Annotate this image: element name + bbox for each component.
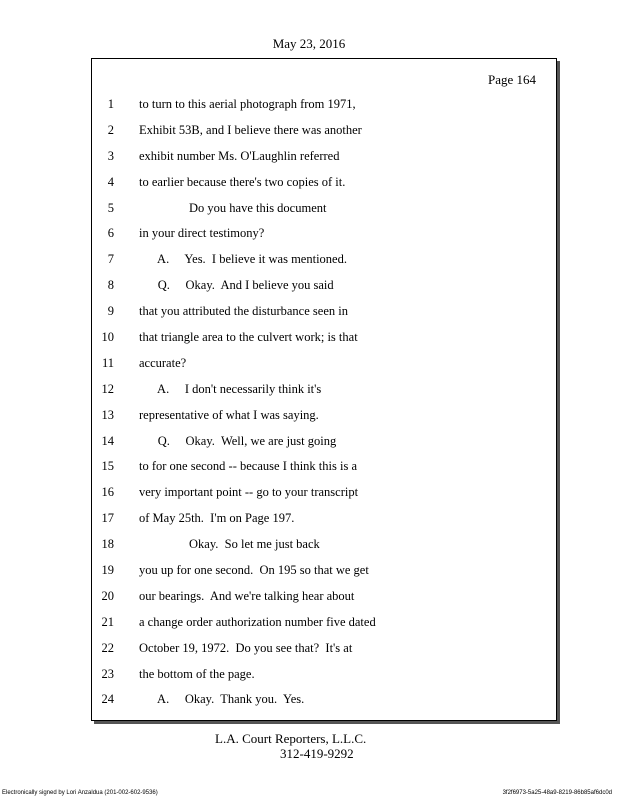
line-text: of May 25th. I'm on Page 197. <box>139 511 295 526</box>
line-number: 14 <box>101 433 114 448</box>
transcript-line <box>92 638 556 664</box>
transcript-line <box>92 405 556 431</box>
line-text: you up for one second. On 195 so that we get <box>139 563 369 578</box>
line-number: 23 <box>101 666 114 681</box>
line-text: in your direct testimony? <box>139 226 265 241</box>
e-signature: Electronically signed by Lori Anzaldua (201-002-602-9536) <box>2 790 158 796</box>
footer-company: L.A. Court Reporters, L.L.C. <box>215 731 367 746</box>
line-number: 21 <box>101 614 114 629</box>
line-number: 24 <box>101 692 114 707</box>
line-text: that triangle area to the culvert work; is that <box>139 330 358 345</box>
footer-phone: 312-419-9292 <box>280 746 354 761</box>
transcript-line <box>92 560 556 586</box>
line-text: accurate? <box>139 355 187 370</box>
line-number: 11 <box>101 355 114 370</box>
line-number: 20 <box>101 588 114 603</box>
line-text: that you attributed the disturbance seen in <box>139 304 348 319</box>
line-text: a change order authorization number five dated <box>139 614 376 629</box>
line-number: 5 <box>107 200 114 215</box>
transcript-line <box>92 586 556 612</box>
line-text: the bottom of the page. <box>139 666 255 681</box>
transcript-line <box>92 94 556 120</box>
transcript-line <box>92 327 556 353</box>
transcript-line <box>92 482 556 508</box>
transcript-line <box>92 431 556 457</box>
transcript-page <box>91 58 557 721</box>
line-text: A. I don't necessarily think it's <box>139 381 322 396</box>
line-number: 22 <box>101 640 114 655</box>
line-text: representative of what I was saying. <box>139 407 319 422</box>
line-text: October 19, 1972. Do you see that? It's at <box>139 640 353 655</box>
transcript-line <box>92 456 556 482</box>
transcript-line <box>92 664 556 690</box>
transcript-line <box>92 172 556 198</box>
transcript-line <box>92 534 556 560</box>
line-text: Do you have this document <box>139 200 327 215</box>
line-number: 8 <box>107 278 114 293</box>
transcript-line <box>92 301 556 327</box>
line-text: very important point -- go to your transcript <box>139 485 359 500</box>
line-text: to earlier because there's two copies of it. <box>139 174 346 189</box>
line-text: our bearings. And we're talking hear about <box>139 588 355 603</box>
transcript-line <box>92 508 556 534</box>
transcript-line <box>92 249 556 275</box>
line-text: A. Okay. Thank you. Yes. <box>139 692 305 707</box>
line-number: 18 <box>101 537 114 552</box>
line-text: Exhibit 53B, and I believe there was another <box>139 122 362 137</box>
line-text: exhibit number Ms. O'Laughlin referred <box>139 148 340 163</box>
transcript-line <box>92 120 556 146</box>
transcript-line <box>92 146 556 172</box>
line-number: 7 <box>107 252 114 267</box>
line-text: Q. Okay. And I believe you said <box>139 278 334 293</box>
line-number: 17 <box>101 511 114 526</box>
line-number: 19 <box>101 563 114 578</box>
transcript-line <box>92 689 556 715</box>
line-number: 13 <box>101 407 114 422</box>
transcript-line <box>92 379 556 405</box>
line-number: 1 <box>107 97 114 111</box>
transcript-line <box>92 198 556 224</box>
line-text: Okay. So let me just back <box>139 537 320 552</box>
transcript-line <box>92 223 556 249</box>
line-text: A. Yes. I believe it was mentioned. <box>139 252 347 267</box>
page-number: Page 164 <box>487 72 536 87</box>
line-number: 12 <box>101 381 114 396</box>
transcript-lines <box>92 94 556 715</box>
transcript-line <box>92 612 556 638</box>
transcript-line <box>92 353 556 379</box>
document-id: 3f2f6973-5a25-48a9-8219-86b85af6dc0d <box>502 790 612 796</box>
line-number: 4 <box>107 174 114 189</box>
line-number: 3 <box>107 148 114 163</box>
line-text: to for one second -- because I think this is a <box>139 459 357 474</box>
line-text: to turn to this aerial photograph from 1971, <box>139 97 356 111</box>
transcript-line <box>92 275 556 301</box>
line-number: 15 <box>101 459 114 474</box>
document-date: May 23, 2016 <box>272 36 346 51</box>
line-number: 9 <box>107 304 114 319</box>
line-number: 2 <box>107 122 114 137</box>
line-number: 10 <box>101 330 114 345</box>
line-number: 6 <box>107 226 114 241</box>
line-text: Q. Okay. Well, we are just going <box>139 433 337 448</box>
line-number: 16 <box>101 485 114 500</box>
